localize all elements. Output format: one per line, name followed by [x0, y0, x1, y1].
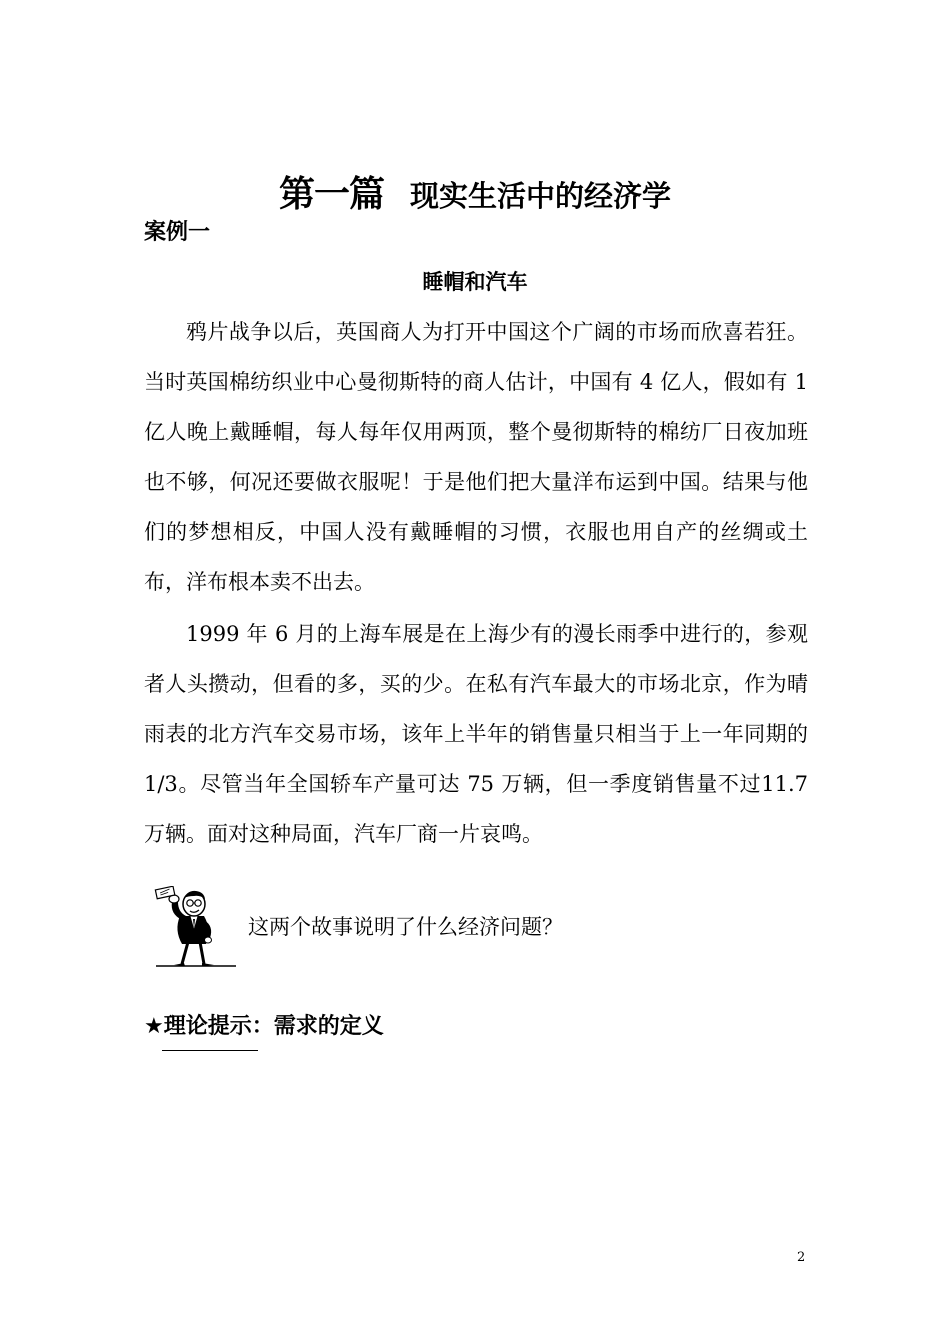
paragraph-text: 万辆，但一季度销售量不过: [501, 772, 762, 796]
paragraph-number: 6: [267, 622, 296, 646]
paragraph-text: 万辆。面对这种局面，汽车厂商一片哀鸣。: [144, 822, 543, 846]
chapter-title: [0, 166, 950, 217]
story-title: 睡帽和汽车: [422, 270, 528, 294]
paragraph-car-show: [144, 609, 808, 859]
page-number: 2: [797, 1250, 806, 1265]
paragraph-number: 11.7: [761, 772, 809, 796]
case-label: 案例一: [144, 220, 211, 245]
paragraph-number: 1/3: [144, 772, 178, 796]
paragraph-text: 亿人，假如有: [660, 370, 788, 394]
paragraph-number: 75: [459, 772, 502, 796]
paragraph-text: 亿人晚上戴睡帽，每人每年仅用两顶，整个曼彻斯特的棉纺厂日夜加班也不够，何况还要做衣服呢！于是他们把大量洋布运到中国。结果与他们的梦想相反，中国人没有戴睡帽的习惯，衣服也用自产的丝绸或土布，洋布根本卖不出去。: [144, 420, 808, 594]
discussion-question: 这两个故事说明了什么经济问题？: [248, 915, 563, 939]
paragraph-text: 月的上海车展是在上海少有的漫长雨季中进行的，参观者人头攒动，但看的多，买的少。在私有汽车最大的市场北京，作为晴雨表的北方汽车交易市场，该年上半年的销售量只相当于上一年同期的: [144, 622, 809, 746]
theory-hint-underline: [162, 1050, 258, 1051]
thinking-man-cartoon-icon: [152, 886, 242, 972]
paragraph-number: 4: [632, 370, 661, 394]
paragraph-text: 鸦片战争以后，英国商人为打开中国这个广阔的市场而欣喜若狂。当时英国棉纺织业中心曼彻斯特的商人估计，中国有: [144, 320, 808, 394]
theory-hint: ★理论提示：需求的定义: [144, 1014, 384, 1039]
paragraph-nightcap: [144, 307, 808, 607]
paragraph-number: 1: [787, 370, 808, 394]
paragraph-text: 。尽管当年全国轿车产量可达: [177, 772, 460, 796]
paragraph-text: 年: [246, 622, 268, 646]
paragraph-number: 1999: [186, 622, 247, 646]
chapter-name: 现实生活中的经济学: [410, 179, 672, 213]
chapter-number: 第一篇: [278, 173, 384, 215]
